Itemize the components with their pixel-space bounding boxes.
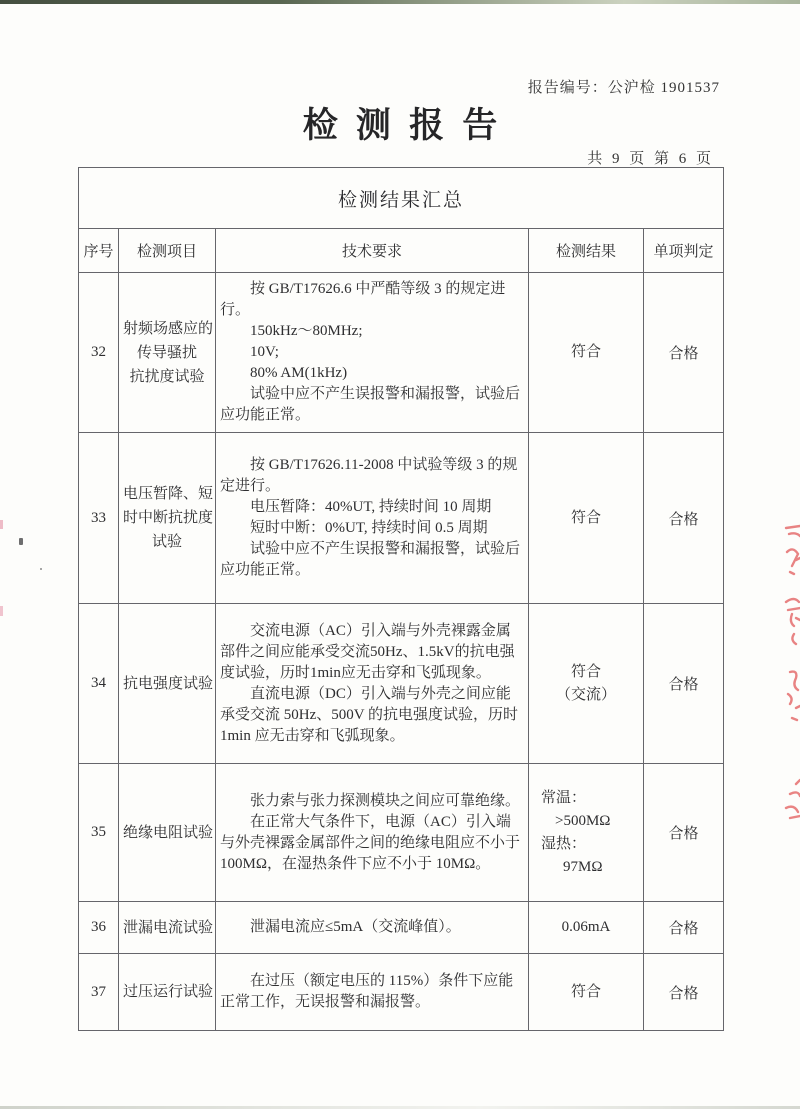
table-title-row xyxy=(79,168,724,229)
table-row xyxy=(79,273,724,433)
row-no: 35 xyxy=(79,764,119,902)
test-result: 符合 xyxy=(529,433,644,604)
row-no: 34 xyxy=(79,604,119,764)
test-result: 0.06mA xyxy=(529,902,644,954)
technical-requirement: 交流电源（AC）引入端与外壳裸露金属部件之间应能承受交流50Hz、1.5kV的抗电强度试验，历时1min应无击穿和飞弧现象。 直流电源（DC）引入端与外壳之间应能承受交流 50Hz、500V 的抗电强度试验，历时 1min 应无击穿和飞弧现象。 xyxy=(216,604,529,764)
test-item-name: 泄漏电流试验 xyxy=(119,902,216,954)
technical-requirement: 在过压（额定电压的 115%）条件下应能正常工作，无误报警和漏报警。 xyxy=(216,954,529,1031)
row-no: 32 xyxy=(79,273,119,433)
table-header-row xyxy=(79,229,724,273)
test-item-name: 电压暂降、短 时中断抗扰度 试验 xyxy=(119,433,216,604)
row-no: 33 xyxy=(79,433,119,604)
test-result: 符合 xyxy=(529,273,644,433)
page-title: 检测报告 xyxy=(302,106,516,145)
table-row xyxy=(79,764,724,902)
test-result: 符合 （交流） xyxy=(529,604,644,764)
scan-speck xyxy=(40,568,42,570)
test-result: 符合 xyxy=(529,954,644,1031)
item-judgment: 合格 xyxy=(644,954,724,1031)
column-header-project: 检测项目 xyxy=(119,229,216,273)
item-judgment: 合格 xyxy=(644,902,724,954)
item-judgment: 合格 xyxy=(644,433,724,604)
column-header-result: 检测结果 xyxy=(529,229,644,273)
technical-requirement: 按 GB/T17626.6 中严酷等级 3 的规定进行。 150kHz～80MHz; 10V; 80% AM(1kHz) 试验中应不产生误报警和漏报警，试验后应功能正常。 xyxy=(216,273,529,433)
test-result: 常温： >500MΩ 湿热： 97MΩ xyxy=(529,764,644,902)
scan-edge-top xyxy=(0,0,800,4)
table-title: 检测结果汇总 xyxy=(79,168,724,229)
test-item-name: 抗电强度试验 xyxy=(119,604,216,764)
table-row xyxy=(79,902,724,954)
test-item-name: 射频场感应的 传导骚扰 抗扰度试验 xyxy=(119,273,216,433)
technical-requirement: 按 GB/T17626.11-2008 中试验等级 3 的规定进行。 电压暂降：40%UT, 持续时间 10 周期 短时中断：0%UT, 持续时间 0.5 周期 试验中应不产生误报警和漏报警，试验后应功能正常。 xyxy=(216,433,529,604)
test-item-name: 绝缘电阻试验 xyxy=(119,764,216,902)
report-number: 报告编号：公沪检 1901537 xyxy=(527,80,720,96)
table-row xyxy=(79,433,724,604)
column-header-judgment: 单项判定 xyxy=(644,229,724,273)
scan-speck xyxy=(19,538,23,545)
row-no: 37 xyxy=(79,954,119,1031)
red-seal-fragment xyxy=(756,522,800,852)
table-row xyxy=(79,954,724,1031)
technical-requirement: 泄漏电流应≤5mA（交流峰值）。 xyxy=(216,902,529,954)
column-header-no: 序号 xyxy=(79,229,119,273)
table-row xyxy=(79,604,724,764)
item-judgment: 合格 xyxy=(644,764,724,902)
row-no: 36 xyxy=(79,902,119,954)
results-summary-table xyxy=(78,167,724,1031)
scan-speck xyxy=(0,520,3,529)
scan-speck xyxy=(0,606,3,616)
test-item-name: 过压运行试验 xyxy=(119,954,216,1031)
column-header-requirement: 技术要求 xyxy=(216,229,529,273)
technical-requirement: 张力索与张力探测模块之间应可靠绝缘。 在正常大气条件下，电源（AC）引入端与外壳裸露金属部件之间的绝缘电阻应不小于 100MΩ，在湿热条件下应不小于 10MΩ。 xyxy=(216,764,529,902)
page-indicator: 共 9 页 第 6 页 xyxy=(587,151,714,167)
item-judgment: 合格 xyxy=(644,273,724,433)
item-judgment: 合格 xyxy=(644,604,724,764)
